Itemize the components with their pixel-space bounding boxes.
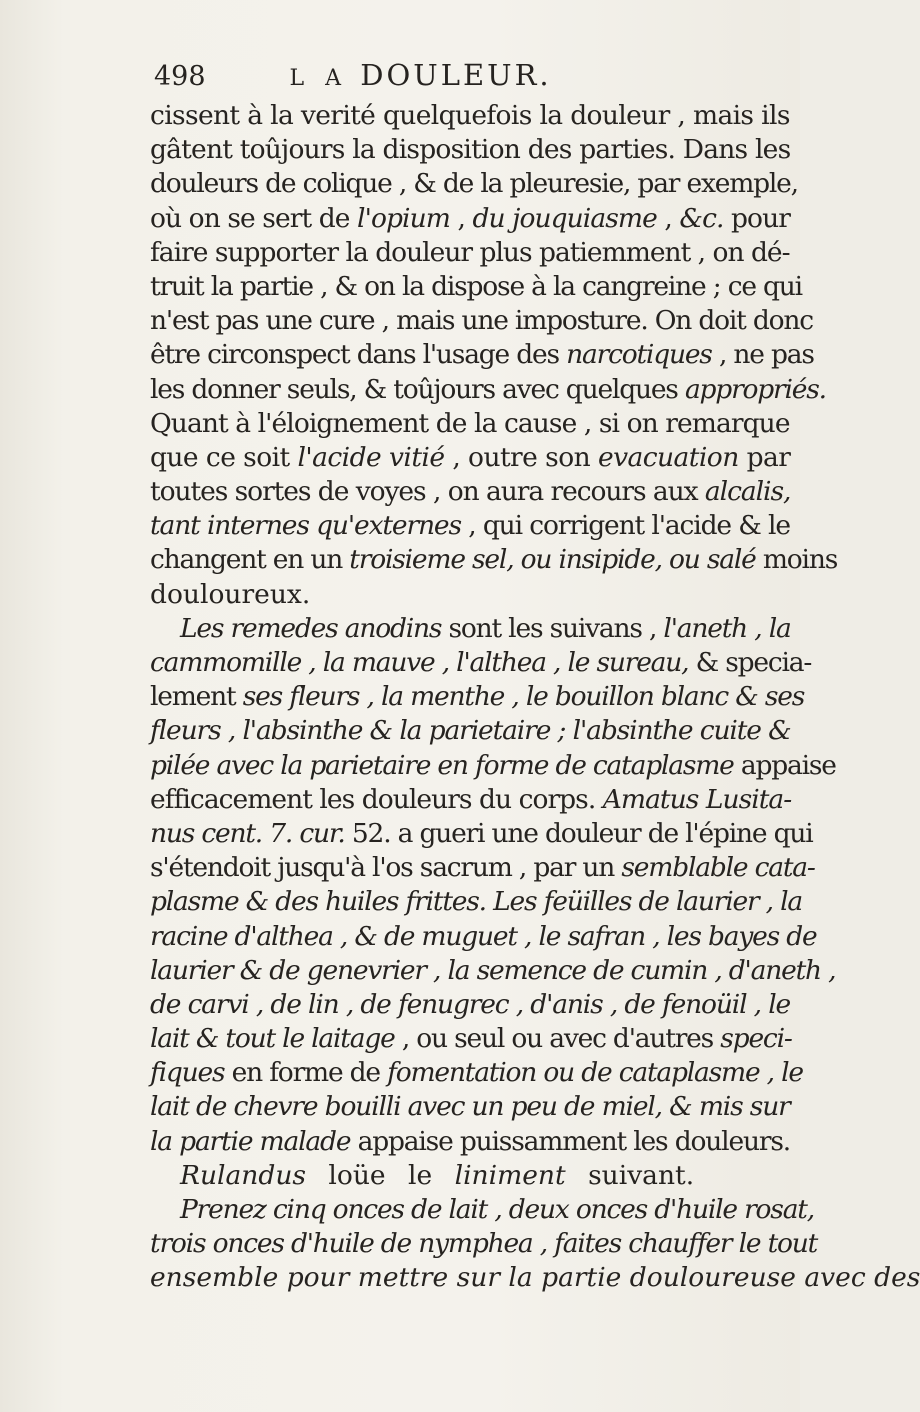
text-run: appaise <box>733 749 836 781</box>
text-run: que ce soit <box>150 441 298 473</box>
text-line <box>150 133 790 167</box>
body-text <box>150 99 920 1296</box>
italic-run: &c. <box>679 202 724 234</box>
text-run: toutes sortes de voyes , on aura recours aux <box>150 476 705 508</box>
text-line-content <box>150 304 813 338</box>
text-run: suivant. <box>565 1159 695 1191</box>
text-line <box>150 1193 814 1227</box>
italic-run: evacuation <box>597 441 739 473</box>
italic-run: tant internes qu'externes <box>150 510 461 542</box>
text-run: , qui corrigent l'acide & le <box>460 510 790 542</box>
italic-run: de carvi , de lin , de fenugrec , d'anis , de fenoüil , le <box>150 988 791 1020</box>
text-run: 52. a gueri une douleur de l'épine qui <box>344 817 813 849</box>
italic-run: du jouquiasme <box>472 202 657 234</box>
text-run: sont les suivans , <box>441 612 664 644</box>
italic-run: troisieme sel, ou insipide, ou salé <box>349 544 756 576</box>
text-line <box>150 1125 790 1159</box>
text-line <box>150 920 817 954</box>
text-line-content <box>150 167 798 201</box>
text-line <box>150 1159 790 1193</box>
text-run: , ne pas <box>711 339 814 371</box>
text-run: , <box>449 202 473 234</box>
text-run: cissent à la verité quelquefois la douleur , mais ils <box>150 100 790 131</box>
italic-run: l'aneth , la <box>663 612 791 644</box>
text-line <box>150 99 790 133</box>
text-line <box>150 441 790 475</box>
text-run: pour <box>723 202 790 234</box>
text-line <box>150 236 790 270</box>
text-run: par <box>738 441 791 473</box>
italic-run: lait de chevre bouilli avec un peu de miel, & mis sur <box>150 1091 790 1123</box>
text-run: , ou seul ou avec d'autres <box>394 1023 721 1055</box>
italic-run: plasme & des huiles frittes. Les feüilles de laurier , la <box>150 886 802 918</box>
italic-run: nus cent. 7. cur. <box>150 817 345 849</box>
text-run: gâtent toûjours la disposition des parties. Dans les <box>150 134 791 166</box>
text-line-content <box>150 133 790 167</box>
running-title-prefix: L A <box>289 66 349 91</box>
text-line-content <box>150 338 814 372</box>
italic-run: trois onces d'huile de nymphea , faites chauffer le tout <box>150 1228 818 1260</box>
text-line-content <box>150 646 811 680</box>
text-line <box>150 714 790 748</box>
italic-run: Rulandus <box>180 1159 306 1191</box>
text-line-content <box>150 373 826 407</box>
text-line <box>150 407 790 441</box>
text-line-content <box>150 543 837 577</box>
italic-run: la partie malade <box>150 1125 351 1157</box>
text-run: où on se sert de <box>150 202 358 234</box>
text-line-content <box>150 954 835 988</box>
text-line <box>150 749 836 783</box>
text-line-content <box>150 680 804 714</box>
italic-run: l'acide vitié <box>297 441 445 473</box>
text-line-content <box>150 475 790 509</box>
text-line-content <box>150 714 791 748</box>
text-line-content <box>150 270 802 304</box>
text-line-content <box>150 407 790 441</box>
text-line <box>150 954 836 988</box>
text-line <box>150 988 790 1022</box>
text-line <box>150 373 826 407</box>
text-run: n'est pas une cure , mais une imposture. On doit donc <box>150 305 813 337</box>
text-line-content <box>150 1227 817 1261</box>
italic-run: alcalis, <box>704 476 791 508</box>
text-run: truit la partie , & on la dispose à la cangreine ; ce qui <box>150 270 802 302</box>
text-line <box>150 680 805 714</box>
text-run: , outre son <box>444 441 598 473</box>
text-line-content <box>150 99 790 133</box>
text-run: efficacement les douleurs du corps. <box>150 783 603 815</box>
page-header <box>154 58 794 102</box>
italic-run: liniment <box>454 1159 566 1191</box>
text-run: être circonspect dans l'usage des <box>150 339 567 371</box>
text-line-content <box>150 920 817 954</box>
text-line-content <box>150 988 790 1022</box>
text-line-content <box>150 885 802 919</box>
text-line-content <box>180 1159 694 1193</box>
text-run: , <box>656 202 680 234</box>
italic-run: Amatus Lusita- <box>602 783 792 815</box>
text-line-content <box>150 578 310 612</box>
text-run: douloureux. <box>150 578 311 610</box>
text-line <box>150 1227 818 1261</box>
text-run: douleurs de colique , & de la pleuresie, par exemple, <box>150 168 798 200</box>
text-line <box>150 612 790 646</box>
text-line-content <box>150 1090 790 1124</box>
text-run: s'étendoit jusqu'à l'os sacrum , par un <box>150 852 622 884</box>
text-line <box>150 167 798 201</box>
text-run: moins <box>755 544 838 576</box>
italic-run: fleurs , l'absinthe & la parietaire ; l'absinthe cuite & <box>150 715 791 747</box>
text-line-content <box>150 441 790 475</box>
text-line-content <box>150 509 790 543</box>
text-line <box>150 202 790 236</box>
text-run: changent en un <box>150 544 350 576</box>
italic-run: appropriés. <box>684 373 826 405</box>
text-line <box>150 543 838 577</box>
text-line-content <box>150 817 813 851</box>
text-line <box>150 885 802 919</box>
text-run: Quant à l'éloignement de la cause , si on remarque <box>150 407 790 439</box>
text-run: & specia- <box>688 647 812 678</box>
text-line <box>150 509 790 543</box>
text-line-content <box>150 202 790 236</box>
text-run: en forme de <box>224 1057 388 1089</box>
text-line <box>150 304 813 338</box>
italic-run: pilée avec la parietaire en forme de cataplasme <box>150 749 734 781</box>
text-run: appaise puissamment les douleurs. <box>350 1125 791 1157</box>
text-run: faire supporter la douleur plus patiemment , on dé- <box>150 236 790 268</box>
running-title <box>290 58 552 92</box>
italic-run: l'opium <box>357 202 450 234</box>
text-line-content <box>150 1056 803 1090</box>
italic-run: fiques <box>150 1057 225 1089</box>
italic-run: speci- <box>720 1023 792 1055</box>
text-line <box>150 475 790 509</box>
text-line <box>150 1090 790 1124</box>
italic-run: semblable cata- <box>621 852 815 884</box>
italic-run: ensemble pour mettre sur la partie douloureuse avec des <box>150 1262 920 1294</box>
text-run: les donner seuls, & toûjours avec quelques <box>150 373 685 405</box>
text-line <box>150 851 815 885</box>
text-run: loüe le <box>306 1159 455 1191</box>
text-line-content <box>150 783 791 817</box>
text-line-content <box>150 1125 790 1159</box>
italic-run: fomentation ou de cataplasme , le <box>387 1057 803 1089</box>
text-line <box>150 817 813 851</box>
text-line-content <box>150 236 790 270</box>
text-line-content <box>150 749 836 783</box>
italic-run: ses fleurs , la menthe , le bouillon blanc & ses <box>242 681 805 713</box>
text-line <box>150 270 802 304</box>
italic-run: Prenez cinq onces de lait , deux onces d'huile rosat, <box>180 1194 814 1225</box>
text-line-content <box>180 1193 814 1227</box>
italic-run: cammomille , la mauve , l'althea , le sureau, <box>150 647 689 678</box>
italic-run: narcotiques <box>566 339 712 371</box>
text-line-content <box>180 612 791 646</box>
text-line <box>150 338 814 372</box>
text-run: lement <box>150 681 243 713</box>
italic-run: Les remedes anodins <box>180 612 442 644</box>
text-line <box>150 783 790 817</box>
italic-run: laurier & de genevrier , la semence de cumin , d'aneth , <box>150 954 836 986</box>
text-line <box>150 646 812 680</box>
page-number: 498 <box>154 61 206 92</box>
text-line-content <box>150 1022 792 1056</box>
text-line <box>150 578 790 612</box>
text-line <box>150 1022 790 1056</box>
italic-run: lait & tout le laitage <box>150 1023 395 1055</box>
italic-run: racine d'althea , & de muguet , le safran , les bayes de <box>150 920 817 952</box>
running-title-main: DOULEUR. <box>360 58 552 92</box>
text-line-content <box>150 1261 920 1295</box>
text-line <box>150 1056 803 1090</box>
text-line-content <box>150 851 815 885</box>
text-line <box>150 1261 920 1295</box>
